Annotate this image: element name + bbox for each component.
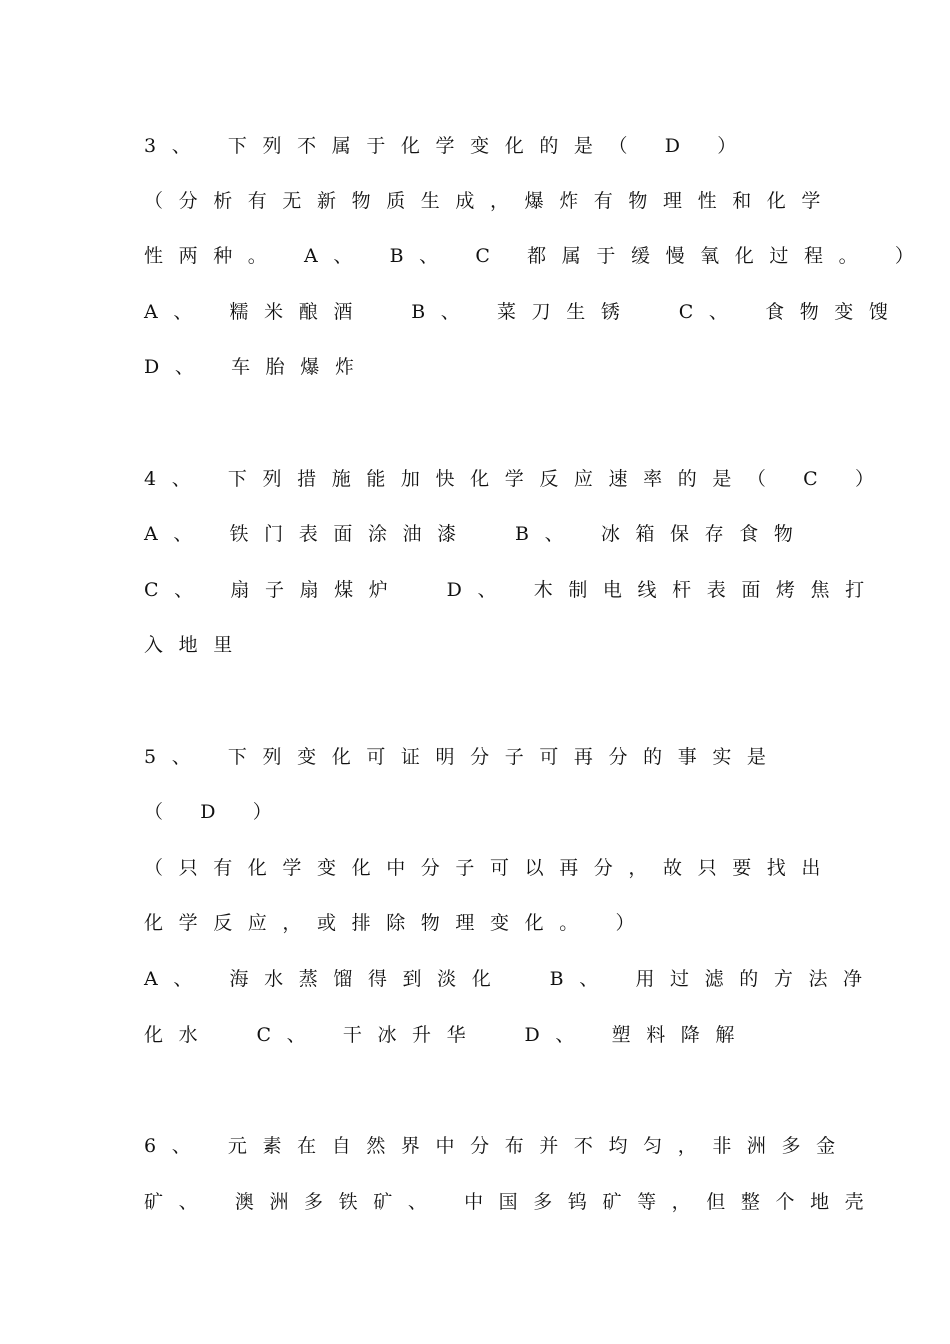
q6-stem-line2: 矿、 澳洲多铁矿、 中国多钨矿等，但整个地壳: [144, 1191, 880, 1213]
q5-stem: 5、 下列变化可证明分子可再分的事实是: [144, 746, 782, 768]
q3-analysis-line2: 性两种。 A、 B、 C 都属于缓慢氧化过程。 ）: [144, 245, 930, 267]
q4-options-line2: C、 扇子扇煤炉 D、 木制电线杆表面烤焦打: [144, 579, 880, 601]
q5-options-line1: A、 海水蒸馏得到淡化 B、 用过滤的方法净: [144, 968, 878, 990]
q3-options-line1: A、 糯米酿酒 B、 菜刀生锈 C、 食物变馊: [144, 301, 904, 323]
q6-stem-line1: 6、 元素在自然界中分布并不均匀，非洲多金: [144, 1135, 851, 1157]
q5-analysis-line1: （只有化学变化中分子可以再分，故只要找出: [144, 857, 837, 879]
q3-stem: 3、 下列不属于化学变化的是（ D ）: [144, 135, 752, 157]
q4-options-line3: 入地里: [144, 634, 248, 656]
q5-answer: （ D ）: [144, 801, 288, 823]
q4-options-line1: A、 铁门表面涂油漆 B、 冰箱保存食物: [144, 523, 809, 545]
q3-analysis-line1: （分析有无新物质生成，爆炸有物理性和化学: [144, 190, 837, 212]
q5-options-line2: 化水 C、 干冰升华 D、 塑料降解: [144, 1024, 751, 1046]
q3-options-line2: D、 车胎爆炸: [144, 356, 370, 378]
q5-analysis-line2: 化学反应，或排除物理变化。 ）: [144, 912, 651, 934]
q4-stem: 4、 下列措施能加快化学反应速率的是（ C ）: [144, 468, 890, 490]
